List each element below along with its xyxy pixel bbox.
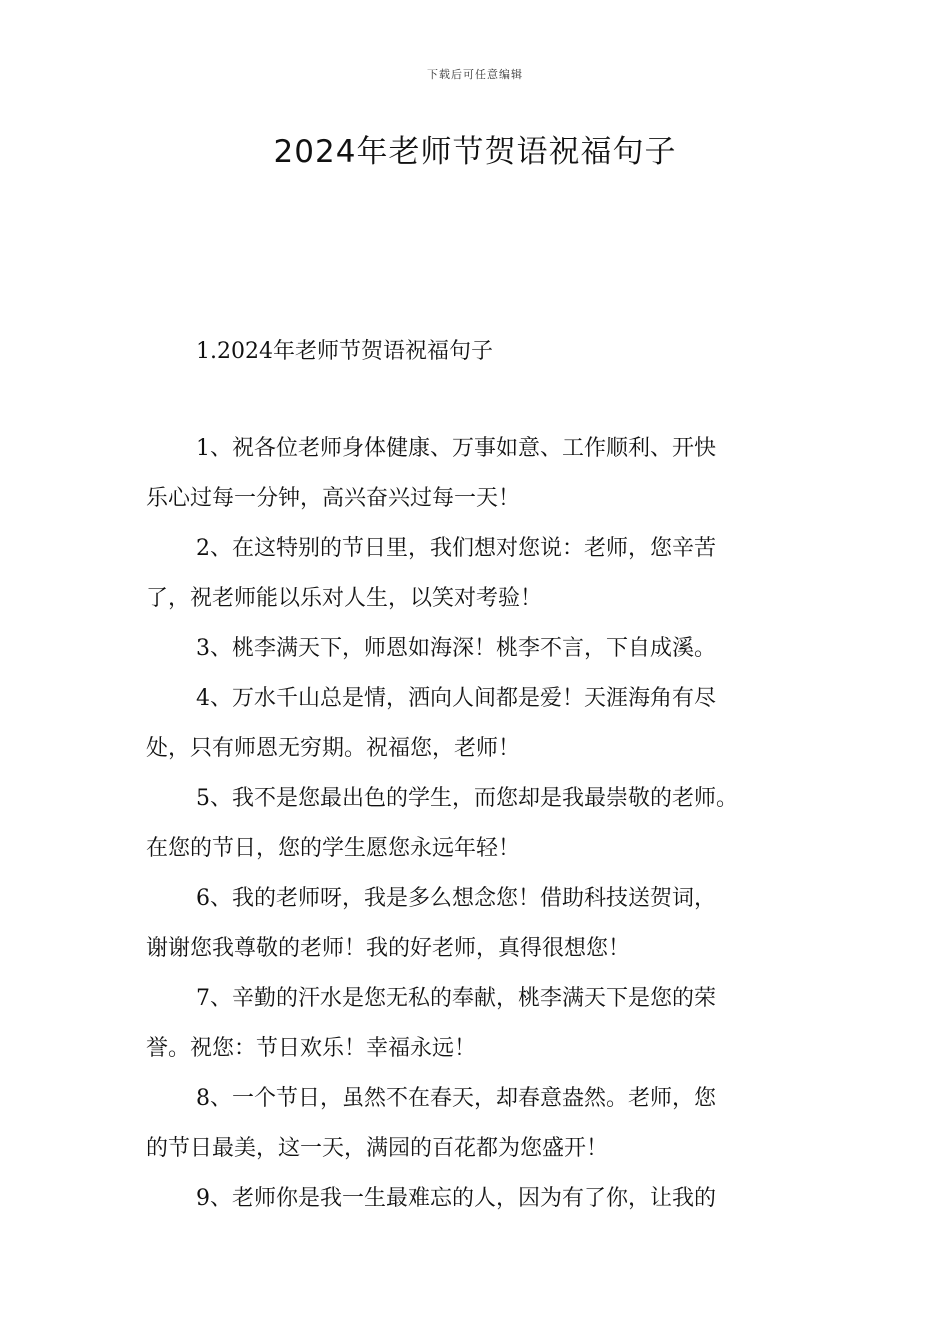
blessing-paragraph-1: 1、祝各位老师身体健康、万事如意、工作顺利、开快 乐心过每一分钟，高兴奋兴过每一天！ <box>146 436 716 511</box>
blessing-paragraph-8: 8、一个节日，虽然不在春天，却春意盎然。老师，您 的节日最美，这一天，满园的百花都为您盛开！ <box>146 1086 716 1161</box>
blessing-paragraph-2: 2、在这特别的节日里，我们想对您说：老师，您辛苦 了，祝老师能以乐对人生，以笑对考验！ <box>146 536 716 611</box>
blessing-paragraph-9: 9、老师你是我一生最难忘的人，因为有了你，让我的 <box>196 1186 716 1211</box>
blessing-paragraph-3: 3、桃李满天下，师恩如海深！桃李不言，下自成溪。 <box>196 636 716 661</box>
document-title: 2024年老师节贺语祝福句子 <box>273 134 677 170</box>
blessing-paragraph-7: 7、辛勤的汗水是您无私的奉献，桃李满天下是您的荣 誉。祝您：节日欢乐！幸福永远！ <box>146 986 716 1061</box>
blessing-paragraph-6: 6、我的老师呀，我是多么想念您！借助科技送贺词， 谢谢您我尊敬的老师！我的好老师，真得很想您！ <box>146 886 716 961</box>
section-heading: 1.2024年老师节贺语祝福句子 <box>196 339 493 364</box>
blessing-paragraph-5: 5、我不是您最出色的学生，而您却是我最崇敬的老师。 在您的节日，您的学生愿您永远年轻！ <box>146 786 738 861</box>
blessing-paragraph-4: 4、万水千山总是情，洒向人间都是爱！天涯海角有尽 处，只有师恩无穷期。祝福您，老师！ <box>146 686 716 761</box>
blessing-list <box>146 424 818 1224</box>
header-note: 下载后可任意编辑 <box>427 68 523 81</box>
